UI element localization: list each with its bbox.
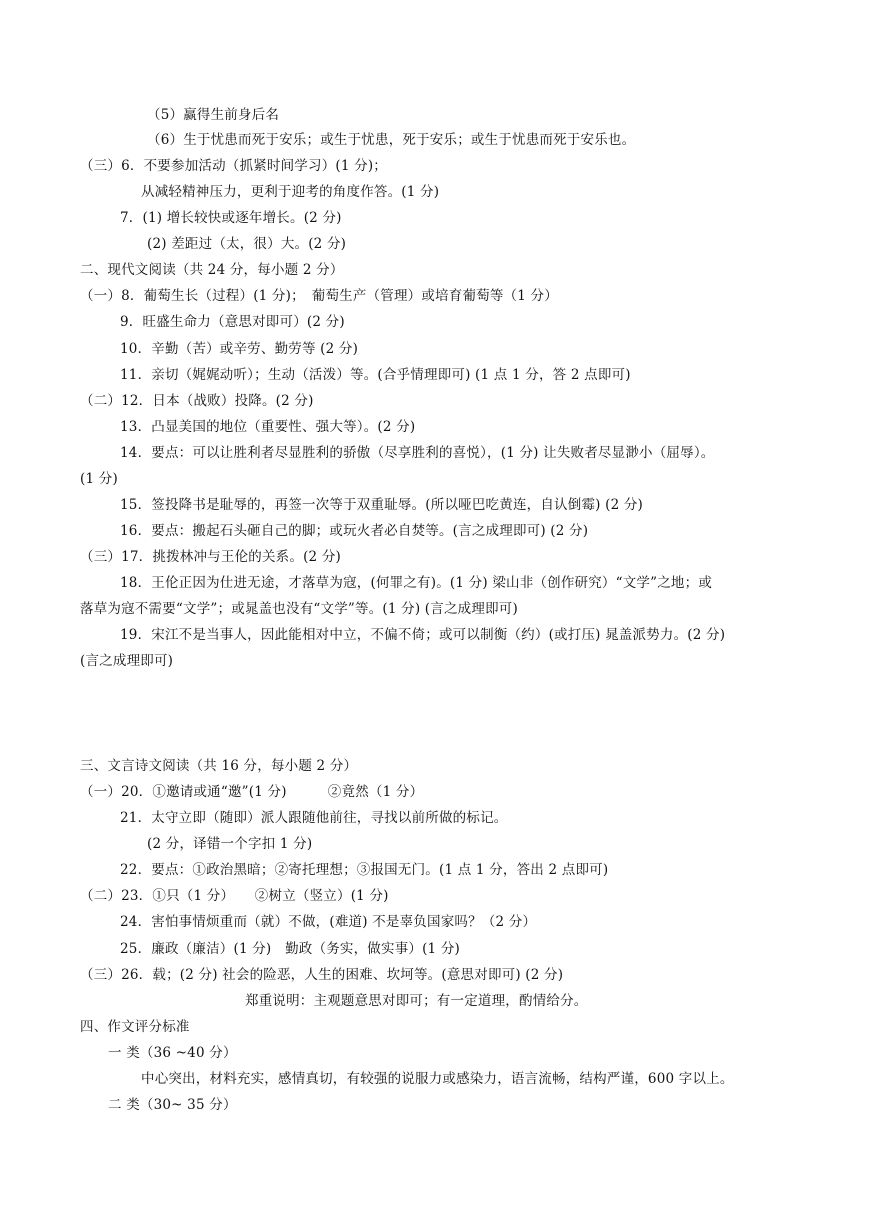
answer-q8: （一）8．葡萄生长（过程）(1 分)； 葡萄生产（管理）或培育葡萄等（1 分） — [80, 288, 558, 304]
answer-q6-note: 从减轻精神压力，更利于迎考的角度作答。(1 分) — [141, 184, 440, 200]
answer-q16: 16．要点：搬起石头砸自己的脚；或玩火者必自焚等。(言之成理即可) (2 分) — [120, 523, 589, 539]
answer-q17: （三）17．挑拨林冲与王伦的关系。(2 分) — [80, 549, 341, 565]
answer-q22: 22．要点：①政治黑暗；②寄托理想；③报国无门。(1 点 1 分，答出 2 点即可) — [120, 862, 609, 878]
answer-q6: （三）6．不要参加活动（抓紧时间学习）(1 分)； — [80, 158, 388, 174]
answer-q21: 21．太守立即（随即）派人跟随他前往，寻找以前所做的标记。 — [120, 810, 508, 826]
answer-q14: 14．要点：可以让胜利者尽显胜利的骄傲（尽享胜利的喜悦），(1 分) 让失败者尽显渺小（屈辱）。 — [120, 445, 715, 461]
answer-q21-note: (2 分，译错一个字扣 1 分) — [147, 836, 313, 852]
answer-q11: 11．亲切（娓娓动听）；生动（活泼）等。(合乎情理即可) (1 点 1 分，答 2 点即可) — [120, 367, 631, 383]
answer-q7-1: 7．(1) 增长较快或逐年增长。(2 分) — [120, 210, 342, 226]
essay-grade-1-criteria: 中心突出，材料充实，感情真切，有较强的说服力或感染力，语言流畅，结构严谨，600 字以上。 — [141, 1071, 734, 1087]
essay-grade-1: 一 类（36 ~40 分） — [108, 1045, 237, 1061]
grading-note: 郑重说明：主观题意思对即可；有一定道理，酌情给分。 — [245, 993, 588, 1009]
answer-q13: 13．凸显美国的地位（重要性、强大等）。(2 分) — [120, 419, 416, 435]
answer-q19: 19．宋江不是当事人，因此能相对中立，不偏不倚；或可以制衡（约）(或打压) 晁盖派势力。(2 分) — [120, 627, 726, 643]
answer-q20: （一）20．①邀请或通“邀”(1 分) ②竟然（1 分） — [80, 784, 424, 800]
section-heading-3: 三、文言诗文阅读（共 16 分，每小题 2 分） — [80, 758, 358, 774]
answer-q15: 15．签投降书是耻辱的，再签一次等于双重耻辱。(所以哑巴吃黄连，自认倒霉) (2 分) — [120, 497, 644, 513]
answer-q10: 10．辛勤（苦）或辛劳、勤劳等 (2 分) — [120, 341, 359, 357]
answer-q24: 24．害怕事情烦重而（就）不做，(难道) 不是辜负国家吗？（2 分） — [120, 914, 537, 930]
answer-q23: （二）23．①只（1 分） ②树立（竖立）(1 分) — [80, 888, 389, 904]
answer-q14-cont: (1 分) — [80, 471, 118, 487]
answer-q12: （二）12．日本（战败）投降。(2 分) — [80, 393, 314, 409]
answer-q9: 9．旺盛生命力（意思对即可）(2 分) — [120, 314, 345, 330]
answer-q7-2: (2) 差距过（太，很）大。(2 分) — [147, 236, 347, 252]
answer-q19-cont: (言之成理即可) — [80, 653, 174, 669]
answer-q26: （三）26．载；(2 分) 社会的险恶，人生的困难、坎坷等。(意思对即可) (2 分) — [80, 967, 564, 983]
essay-grade-2: 二 类（30~ 35 分） — [108, 1097, 237, 1113]
section-heading-2: 二、现代文阅读（共 24 分，每小题 2 分） — [80, 262, 344, 278]
answer-q18-cont: 落草为寇不需要“文学”；或晁盖也没有“文学”等。(1 分) (言之成理即可) — [80, 601, 518, 617]
answer-q18: 18．王伦正因为仕进无途，才落草为寇，(何罪之有)。(1 分) 梁山非（创作研究）“文学”之地；或 — [120, 575, 713, 591]
section-heading-4: 四、作文评分标准 — [80, 1019, 190, 1035]
answer-q25: 25．廉政（廉洁）(1 分) 勤政（务实，做实事）(1 分) — [120, 941, 461, 957]
answer-line-5: （5）赢得生前身后名 — [147, 107, 280, 123]
answer-line-6: （6）生于忧患而死于安乐；或生于忧患，死于安乐；或生于忧患而死于安乐也。 — [147, 132, 636, 148]
